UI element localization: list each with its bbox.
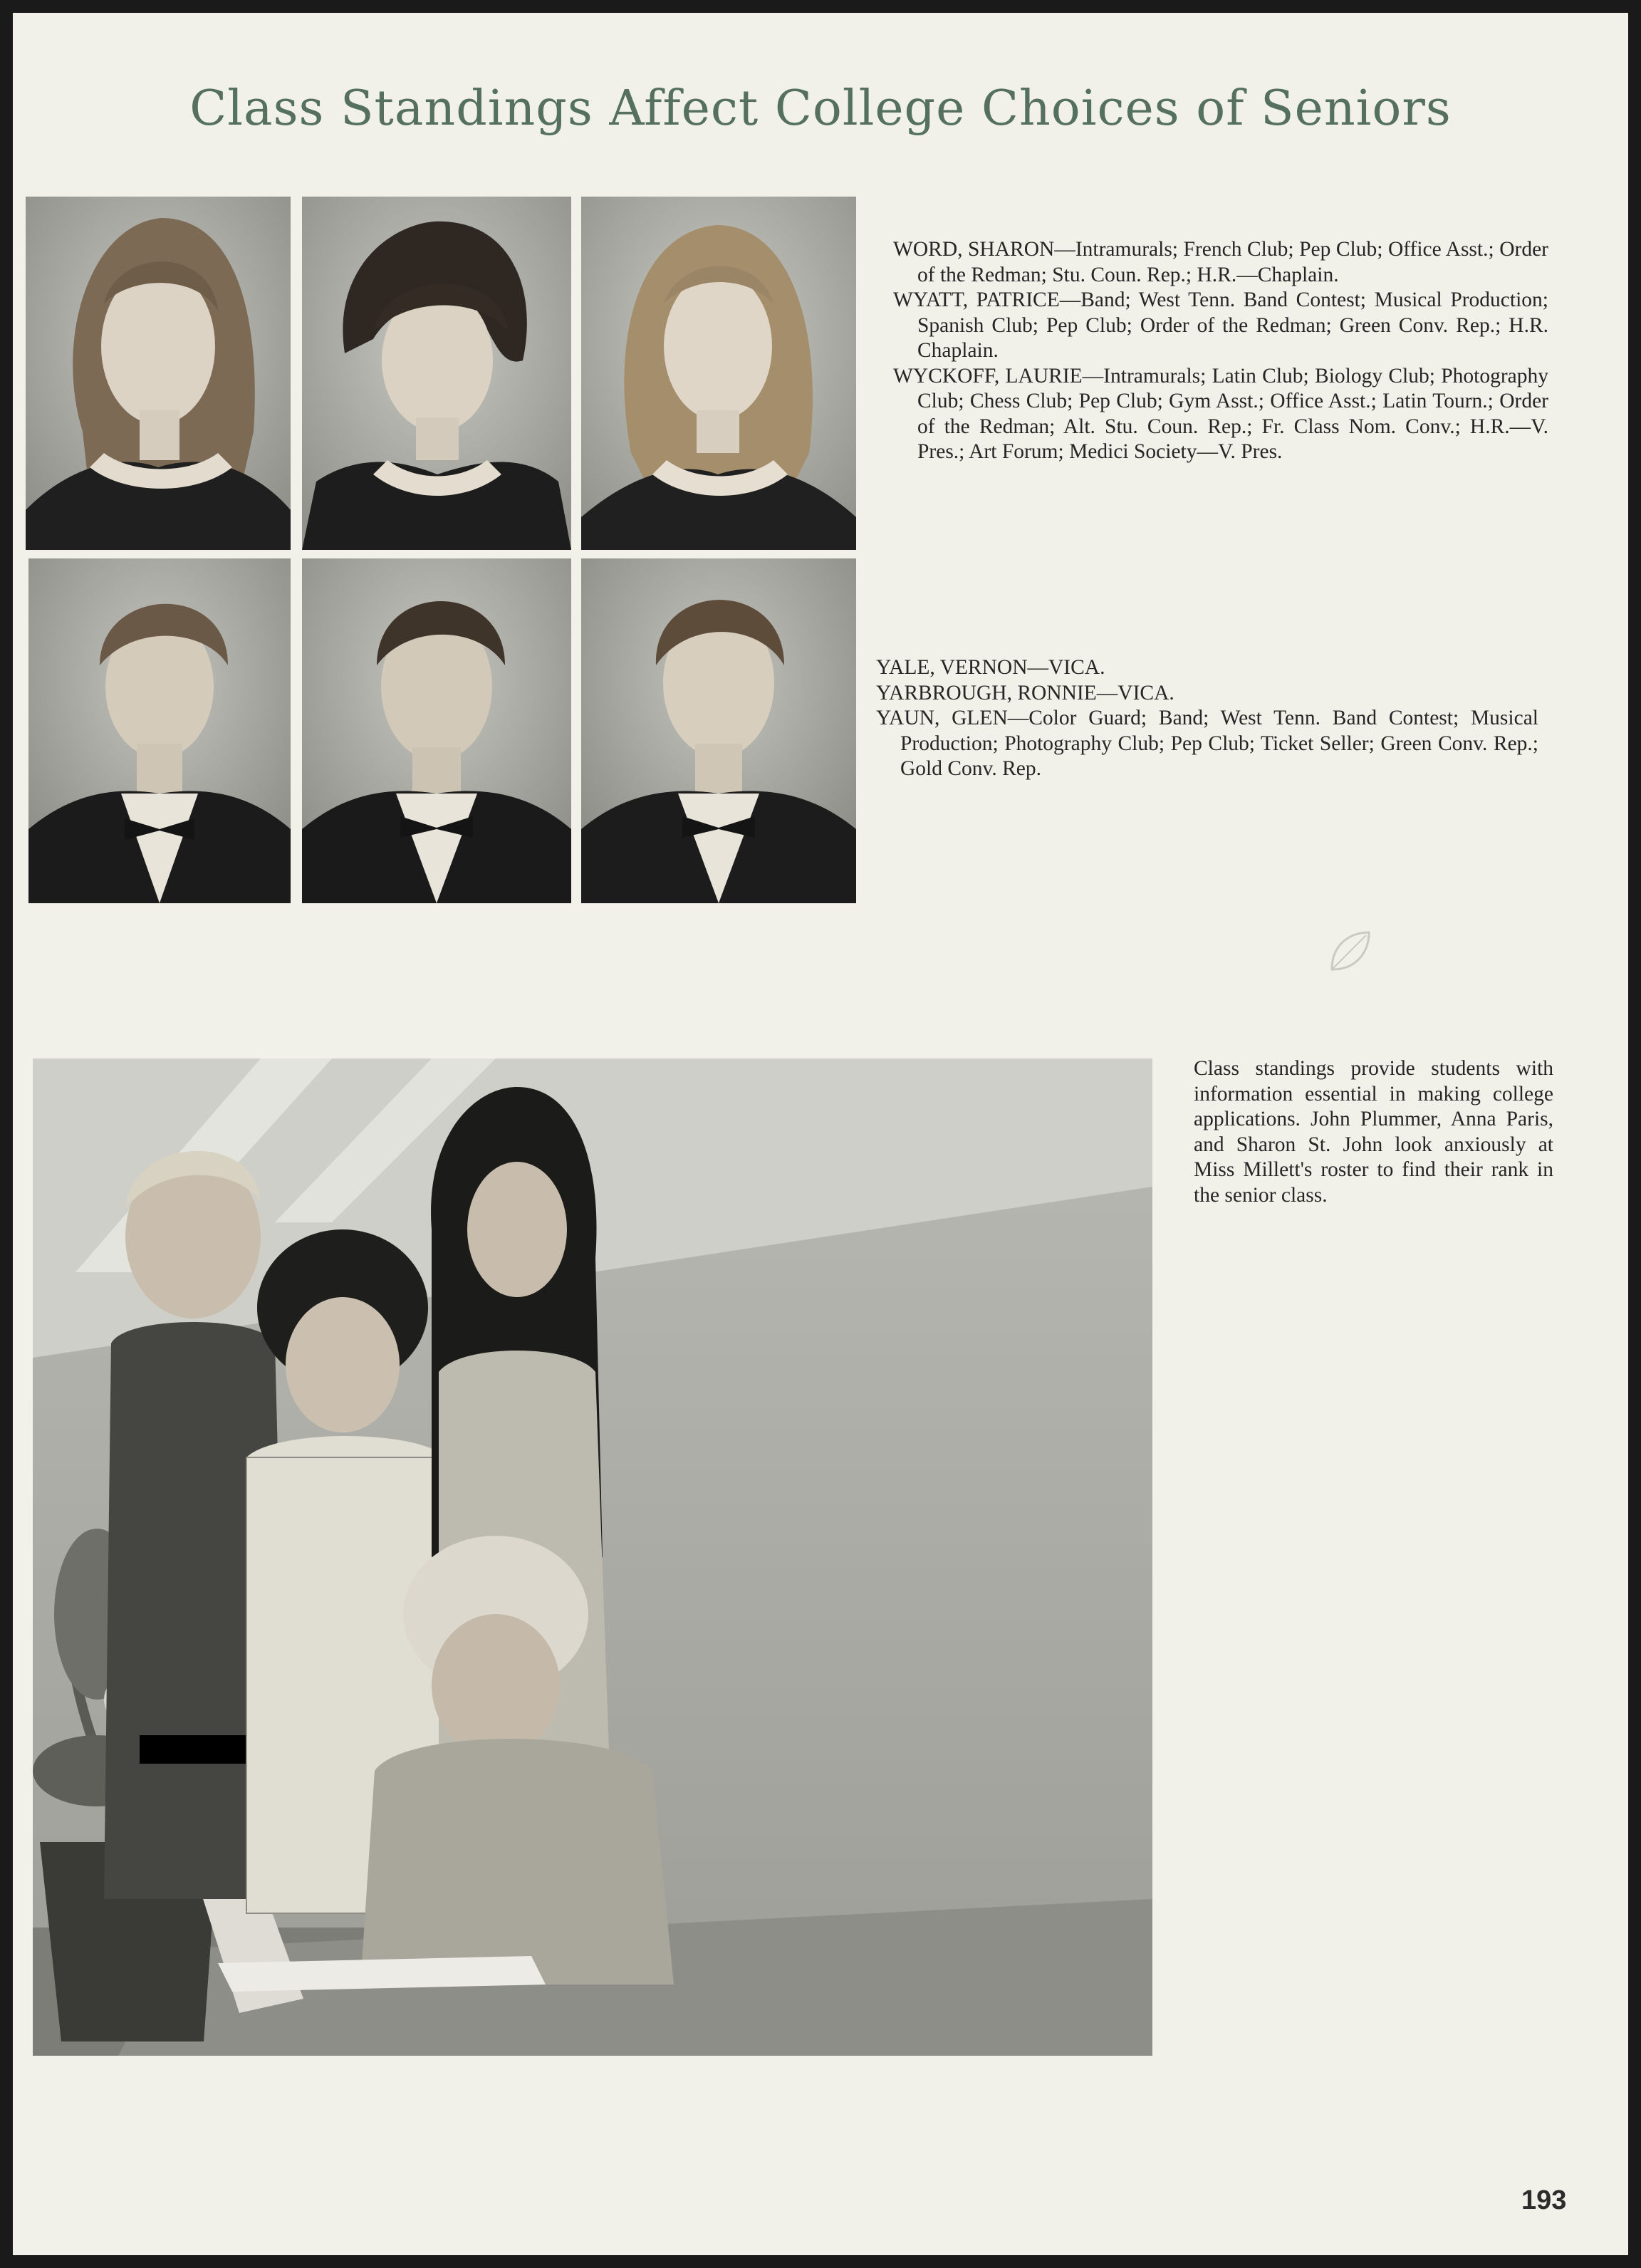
yearbook-page <box>13 13 1628 2255</box>
senior-bio: WYATT, PATRICE—Band; West Tenn. Band Contest; Musical Production; Spanish Club; Pep Club; Order of the Redman; Green Conv. Rep.; H.R. Chaplain. <box>893 288 1548 362</box>
senior-bio: YALE, VERNON—VICA. <box>876 656 1105 679</box>
portrait-photo <box>581 558 856 903</box>
portrait-photo <box>302 558 571 903</box>
senior-bios-lower <box>876 655 1538 782</box>
senior-bio: WORD, SHARON—Intramurals; French Club; Pep Club; Office Asst.; Order of the Redman; Stu. Coun. Rep.; H.R.—Chaplain. <box>893 238 1548 286</box>
portrait-photo <box>28 558 291 903</box>
portrait-photo <box>581 197 856 550</box>
senior-bios-upper <box>893 237 1548 465</box>
senior-portrait-grid <box>26 197 856 903</box>
senior-bio: WYCKOFF, LAURIE—Intramurals; Latin Club; Biology Club; Photography Club; Chess Club; Pep Club; Gym Asst.; Office Asst.; Latin Tourn.; Order of the Redman; Alt. Stu. Coun. Rep.; Fr. Class Nom. Conv.; H.R.—V. Pres.; Art Forum; Medici Society—V. Pres. <box>893 364 1548 463</box>
senior-bio: YARBROUGH, RONNIE—VICA. <box>876 681 1174 704</box>
leaf-icon <box>1325 927 1375 977</box>
portrait-photo <box>26 197 291 550</box>
photo-caption: Class standings provide students with information essential in making college applications. John Plummer, Anna Paris, and Sharon St. John look anxiously at Miss Millett's roster to find their rank in the senior class. <box>1194 1057 1553 1207</box>
candid-photo <box>33 1058 1152 2056</box>
portrait-photo <box>302 197 571 550</box>
page-number: 193 <box>1521 2185 1567 2215</box>
senior-bio: YAUN, GLEN—Color Guard; Band; West Tenn. Band Contest; Musical Production; Photography Club; Pep Club; Ticket Seller; Green Conv. Rep.; Gold Conv. Rep. <box>876 707 1538 780</box>
page-title: Class Standings Affect College Choices of Seniors <box>189 80 1452 137</box>
